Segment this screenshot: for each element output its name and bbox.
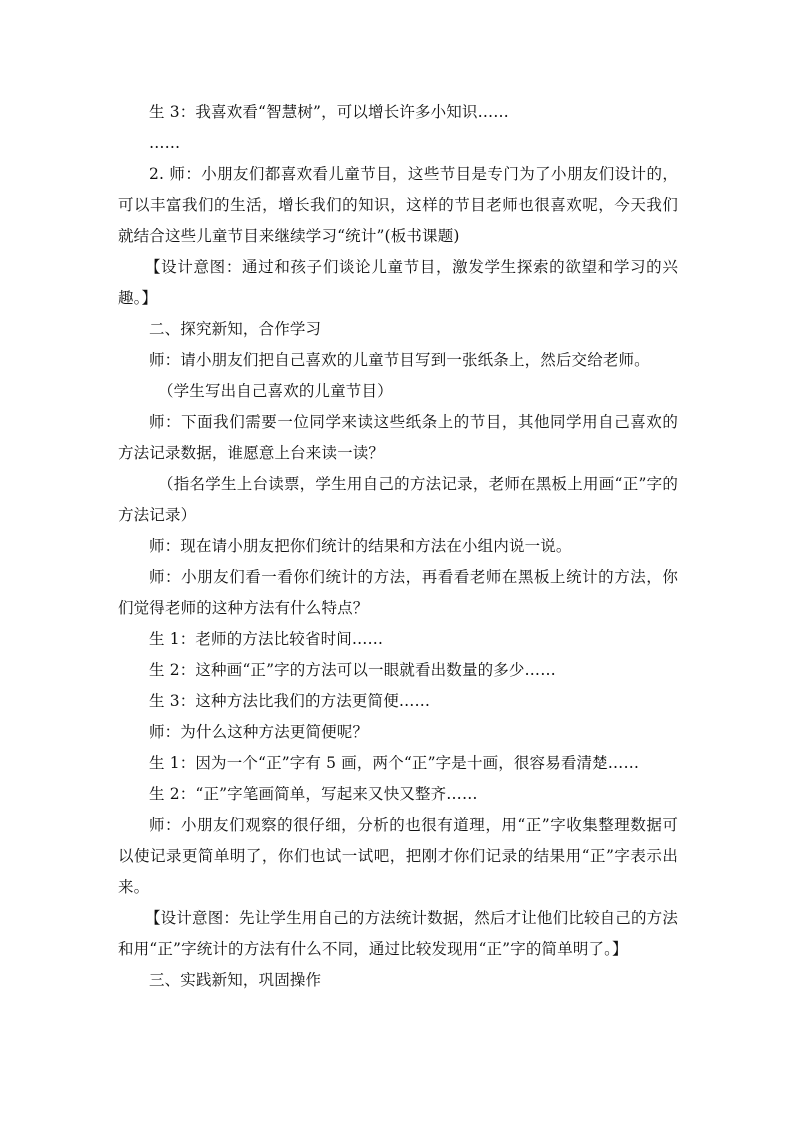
paragraph-teacher-volunteer: 师：下面我们需要一位同学来读这些纸条上的节目，其他同学用自己喜欢的方法记录数据，谁愿意上台来读一读？ [118,413,678,462]
paragraph-group-discussion: 师：现在请小朋友把你们统计的结果和方法在小组内说一说。 [149,537,572,555]
paragraph-compare-methods: 师：小朋友们看一看你们统计的方法，再看看老师在黑板上统计的方法，你们觉得老师的这种方法有什么特点？ [118,568,678,617]
paragraph-design-intent-1: 【设计意图：通过和孩子们谈论儿童节目，激发学生探索的欲望和学习的兴趣。】 [118,258,678,307]
paragraph-student-1-answer: 生 1：老师的方法比较省时间…… [149,630,384,648]
paragraph-student-1-reason: 生 1：因为一个“正”字有 5 画，两个“正”字是十画，很容易看清楚…… [149,754,640,772]
paragraph-ellipsis: …… [149,134,181,152]
paragraph-student-activity: （学生写出自己喜欢的儿童节目） [158,382,393,400]
paragraph-student-3-answer: 生 3：我喜欢看“智慧树”，可以增长许多小知识…… [149,103,509,121]
paragraph-teacher-intro: 2. 师：小朋友们都喜欢看儿童节目，这些节目是专门为了小朋友们设计的，可以丰富我们的生活，增长我们的知识，这样的节目老师也很喜欢呢，今天我们就结合这些儿童节目来继续学习“统计”(板书课题) [118,165,678,245]
section-heading-explore: 二、探究新知，合作学习 [149,320,322,338]
paragraph-student-2-answer: 生 2：这种画“正”字的方法可以一眼就看出数量的多少…… [149,661,556,679]
paragraph-teacher-why: 师：为什么这种方法更简便呢？ [149,723,369,741]
paragraph-student-3-simpler: 生 3：这种方法比我们的方法更简便…… [149,692,431,710]
document-body [118,97,678,996]
paragraph-design-intent-2: 【设计意图：先让学生用自己的方法统计数据，然后才让他们比较自己的方法和用“正”字统计的方法有什么不同，通过比较发现用“正”字的简单明了。】 [118,909,678,958]
paragraph-teacher-instruction: 师：请小朋友们把自己喜欢的儿童节目写到一张纸条上，然后交给老师。 [149,351,650,369]
paragraph-student-2-reason: 生 2：“正”字笔画简单，写起来又快又整齐…… [149,785,478,803]
paragraph-reading-votes: （指名学生上台读票，学生用自己的方法记录，老师在黑板上用画“正”字的方法记录） [118,475,678,524]
section-heading-practice: 三、实践新知，巩固操作 [149,971,322,989]
paragraph-teacher-summary: 师：小朋友们观察的很仔细，分析的也很有道理，用“正”字收集整理数据可以使记录更简单明了，你们也试一试吧，把刚才你们记录的结果用“正”字表示出来。 [118,816,678,896]
